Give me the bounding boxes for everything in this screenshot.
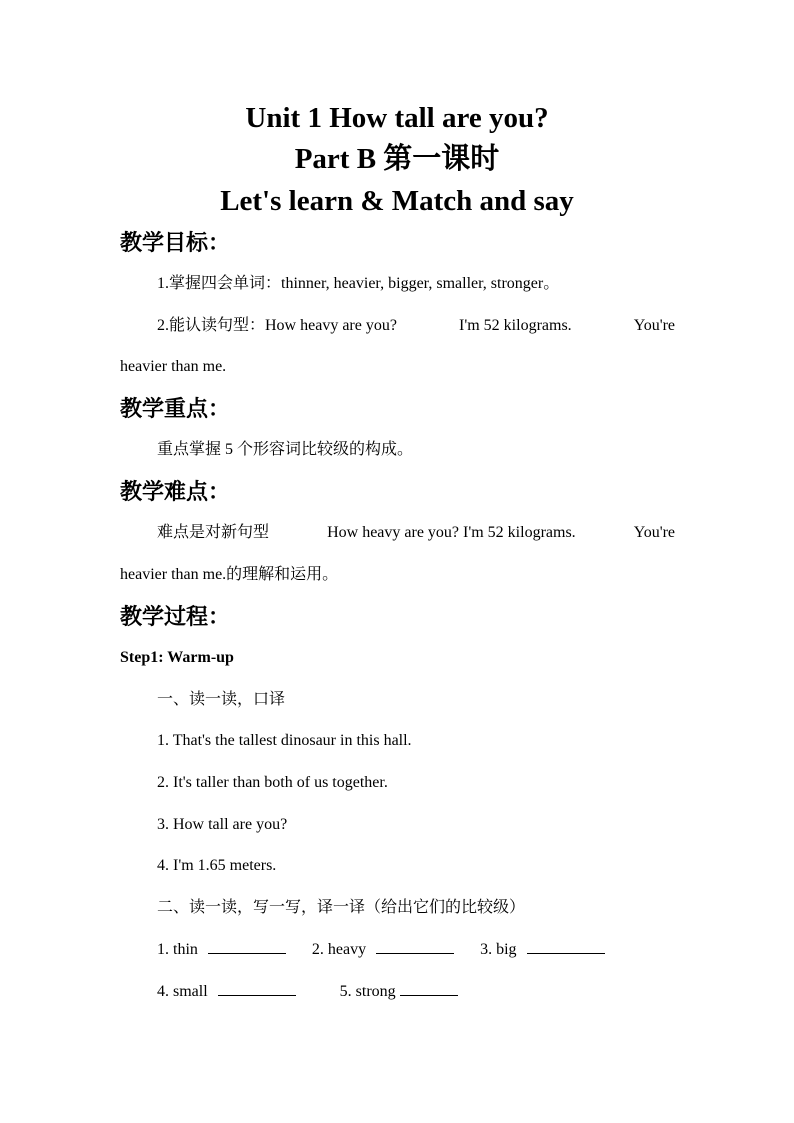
- title-unit: Unit 1 How tall are you?: [245, 102, 549, 134]
- section2-title: 二、读一读，写一写，译一译（给出它们的比较级）: [157, 899, 526, 916]
- sentence-4: 4. I'm 1.65 meters.: [157, 857, 277, 874]
- difficulties-text: [157, 521, 675, 545]
- difficulties-text-part-a: 难点是对新句型: [157, 524, 270, 541]
- objective-item-2-continued: heavier than me.: [120, 358, 227, 375]
- sentence-2: 2. It's taller than both of us together.: [157, 774, 388, 791]
- word-heavy: 2. heavy: [311, 941, 367, 958]
- word-strong: 5. strong: [339, 983, 396, 1000]
- heading-objectives: 教学目标：: [120, 230, 231, 255]
- word-row-1: [157, 937, 605, 962]
- answer-blank-thin[interactable]: [208, 937, 286, 954]
- objective-item-2: [157, 314, 675, 338]
- objective-item-2-part-c: You're: [633, 317, 675, 334]
- word-thin: 1. thin: [157, 941, 198, 958]
- answer-blank-strong[interactable]: [400, 979, 458, 996]
- difficulties-text-part-c: You're: [633, 524, 675, 541]
- step1-title: Step1: Warm-up: [120, 649, 234, 666]
- objective-item-2-part-b: I'm 52 kilograms.: [459, 317, 572, 334]
- answer-blank-small[interactable]: [218, 979, 296, 996]
- title-lesson: Let's learn & Match and say: [220, 185, 574, 217]
- word-big: 3. big: [480, 941, 517, 958]
- answer-blank-big[interactable]: [527, 937, 605, 954]
- objective-item-1: 1.掌握四会单词：thinner, heavier, bigger, smaller, stronger。: [157, 275, 560, 292]
- difficulties-text-continued: heavier than me.的理解和运用。: [120, 566, 339, 583]
- answer-blank-heavy[interactable]: [376, 937, 454, 954]
- objective-item-2-part-a: 2.能认读句型：How heavy are you?: [157, 317, 397, 334]
- sentence-3: 3. How tall are you?: [157, 816, 288, 833]
- title-part: Part B 第一课时: [294, 143, 500, 175]
- section1-title: 一、读一读，口译: [157, 691, 286, 708]
- heading-key-points: 教学重点：: [120, 396, 231, 421]
- heading-process: 教学过程：: [120, 604, 231, 629]
- sentence-1: 1. That's the tallest dinosaur in this hall.: [157, 732, 412, 749]
- key-points-text: 重点掌握 5 个形容词比较级的构成。: [157, 441, 414, 458]
- word-row-2: [157, 979, 458, 1004]
- heading-difficulties: 教学难点：: [120, 479, 231, 504]
- difficulties-text-part-b: How heavy are you? I'm 52 kilograms.: [327, 524, 576, 541]
- word-small: 4. small: [157, 983, 208, 1000]
